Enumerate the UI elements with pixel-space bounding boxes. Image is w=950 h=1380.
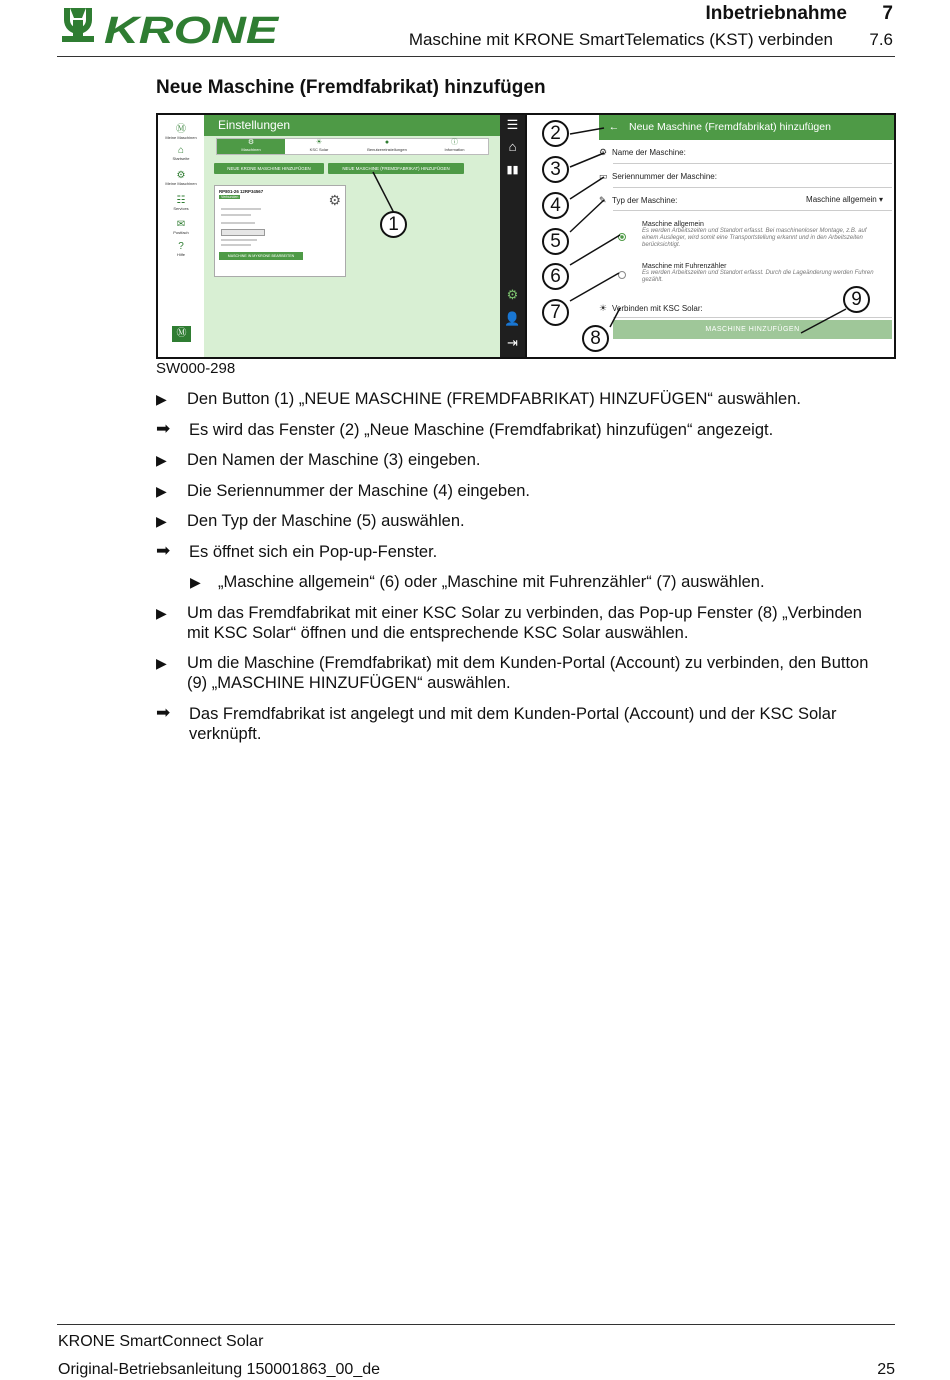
step-result: ➡ Das Fremdfabrikat ist angelegt und mit dem Kunden-Portal (Account) und der KSC Solar verknüpft.	[156, 702, 837, 743]
krone-logo	[58, 6, 280, 46]
callout-1: 1	[380, 211, 407, 238]
instruction-list	[156, 389, 886, 754]
option-load-counter-machine: Maschine mit Fuhrenzähler Es werden Arbeitszeiten und Standort erfasst. Durch die Lageänderung werden Fuhren gezählt.	[642, 263, 874, 283]
callout-leader-lines	[158, 115, 896, 359]
sidebar-item-help: ? Hilfe	[158, 241, 204, 257]
machine-icon: ⚙	[599, 147, 608, 157]
home-icon: ⌂	[508, 139, 517, 154]
result-arrow-icon: ➡	[156, 540, 171, 560]
new-machine-window-title: Neue Maschine (Fremdfabrikat) hinzufügen	[629, 121, 831, 133]
gear-icon: ⚙	[506, 287, 519, 302]
callout-2: 2	[542, 120, 569, 147]
step-action: ▶ Die Seriennummer der Maschine (4) eingeben.	[156, 481, 531, 500]
callout-5: 5	[542, 228, 569, 255]
option-general-machine: Maschine allgemein Es werden Arbeitszeiten und Standort erfasst. Bei maschinenloser Montage, z.B. auf einem Auslieger, wird somit eine Transportstellung erkannt und in den Arbeitszeiten berücksichtigt.	[642, 221, 867, 248]
sidebar-item-home: ⌂ Startseite	[158, 145, 204, 161]
result-arrow-icon: ➡	[156, 702, 171, 722]
page-number: 25	[877, 1361, 895, 1378]
krone-badge-icon: Ⓜ	[172, 326, 191, 342]
section-number: 7.6	[869, 30, 893, 49]
triangle-bullet-icon: ▶	[156, 452, 167, 468]
back-arrow-icon: ←	[608, 121, 620, 133]
triangle-bullet-icon: ▶	[156, 655, 167, 671]
menu-icon: ☰	[506, 117, 519, 132]
step-action: ▶ Den Typ der Maschine (5) auswählen.	[156, 512, 465, 530]
tractor-icon: ⚙	[247, 139, 255, 146]
ksc-solar-field: ☀ Verbinden mit KSC Solar:	[599, 303, 703, 313]
step-action: ▶ Um das Fremdfabrikat mit einer KSC Solar zu verbinden, das Pop-up Fenster (8) „Verbinden mit KSC Solar“ öffnen und die entsprechende KSC Solar auswählen.	[156, 603, 862, 642]
callout-4: 4	[542, 192, 569, 219]
serial-number-field: ▭ Seriennummer der Maschine:	[599, 171, 717, 181]
tab-information: ⓘ Information	[421, 139, 488, 154]
tab-ksc-solar: ☀ KSC Solar	[285, 139, 353, 154]
header-divider	[57, 56, 895, 57]
krone-icon: Ⓜ	[176, 124, 186, 135]
sidebar-item-machines: Ⓜ Meine Maschinen	[158, 120, 204, 140]
serial-icon: ▭	[599, 171, 608, 181]
step-action: ▶ Um die Maschine (Fremdfabrikat) mit dem Kunden-Portal (Account) zu verbinden, den Button (9) „MASCHINE HINZUFÜGEN“ auswählen.	[156, 654, 869, 692]
triangle-bullet-icon: ▶	[156, 513, 167, 529]
step-action: ▶ Den Button (1) „NEUE MASCHINE (FREMDFABRIKAT) HINZUFÜGEN“ auswählen.	[156, 390, 801, 408]
machine-image-icon: ⚙	[328, 192, 341, 208]
add-krone-machine-button: NEUE KRONE MASCHINE HINZUFÜGEN	[214, 163, 324, 174]
user-icon: ●	[384, 139, 390, 146]
home-icon: ⌂	[177, 145, 185, 156]
callout-3: 3	[542, 156, 569, 183]
footer-document: Original-Betriebsanleitung 150001863_00_de	[58, 1361, 381, 1378]
chart-icon: ▮▮	[506, 164, 519, 176]
result-arrow-icon: ➡	[156, 418, 171, 438]
machine-card-title: RP801-26 12RP34567	[219, 189, 264, 194]
callout-7: 7	[542, 299, 569, 326]
figure-screenshot	[156, 113, 896, 359]
sidebar-item-inbox: ✉ Postfach	[158, 219, 204, 235]
tractor-icon: ⚙	[176, 170, 186, 181]
header-section	[380, 30, 893, 52]
info-icon: ⓘ	[451, 139, 458, 146]
machine-type-field: ✎ Typ der Maschine: Maschine allgemein ▾	[599, 195, 883, 205]
footer-divider	[57, 1324, 895, 1325]
chapter-title: Inbetriebnahme	[705, 3, 847, 24]
machine-name-field: ⚙ Name der Maschine:	[599, 147, 686, 157]
sun-icon: ☀	[315, 139, 323, 146]
add-machine-button: MASCHINE HINZUFÜGEN	[613, 320, 892, 339]
callout-9: 9	[843, 286, 870, 313]
settings-title: Einstellungen	[204, 115, 500, 136]
callout-8: 8	[582, 325, 609, 352]
pen-icon: ✎	[599, 195, 607, 205]
step-subaction: ▶ „Maschine allgemein“ (6) oder „Maschine mit Fuhrenzähler“ (7) auswählen.	[190, 573, 765, 591]
triangle-bullet-icon: ▶	[190, 574, 201, 590]
tab-machines: ⚙ Maschinen	[217, 139, 285, 154]
add-foreign-machine-button: NEUE MASCHINE (FREMDFABRIKAT) HINZUFÜGEN	[328, 163, 464, 174]
services-icon: ☷	[176, 195, 186, 206]
step-action: ▶ Den Namen der Maschine (3) eingeben.	[156, 451, 481, 469]
callout-6: 6	[542, 263, 569, 290]
section-title: Maschine mit KRONE SmartTelematics (KST) verbinden	[408, 30, 833, 49]
chapter-number: 7	[882, 3, 893, 24]
sidebar-item-services: ☷ Services	[158, 195, 204, 211]
sun-icon: ☀	[599, 303, 608, 313]
tab-user-settings: ● Benutzereinstellungen	[353, 139, 421, 154]
krone-logo-text: KRONE	[104, 10, 280, 46]
machine-card-badge: Verbunden	[221, 195, 239, 199]
step-result: ➡ Es öffnet sich ein Pop-up-Fenster.	[156, 540, 438, 561]
sidebar-item-my-machines: ⚙ Meine Maschinen	[158, 170, 204, 186]
triangle-bullet-icon: ▶	[156, 391, 167, 407]
footer-product: KRONE SmartConnect Solar	[58, 1333, 264, 1350]
triangle-bullet-icon: ▶	[156, 604, 167, 621]
edit-in-mykrone-button: MASCHINE IN MYKRONE BEARBEITEN	[219, 252, 303, 260]
user-icon: 👤	[504, 311, 521, 326]
header-chapter	[600, 3, 893, 27]
page-heading: Neue Maschine (Fremdfabrikat) hinzufügen	[156, 77, 546, 98]
triangle-bullet-icon: ▶	[156, 482, 167, 499]
logout-icon: ⇥	[507, 335, 518, 350]
step-result: ➡ Es wird das Fenster (2) „Neue Maschine (Fremdfabrikat) hinzufügen“ angezeigt.	[156, 418, 774, 439]
mail-icon: ✉	[176, 219, 186, 230]
help-icon: ?	[178, 241, 184, 252]
figure-caption: SW000-298	[156, 360, 236, 377]
